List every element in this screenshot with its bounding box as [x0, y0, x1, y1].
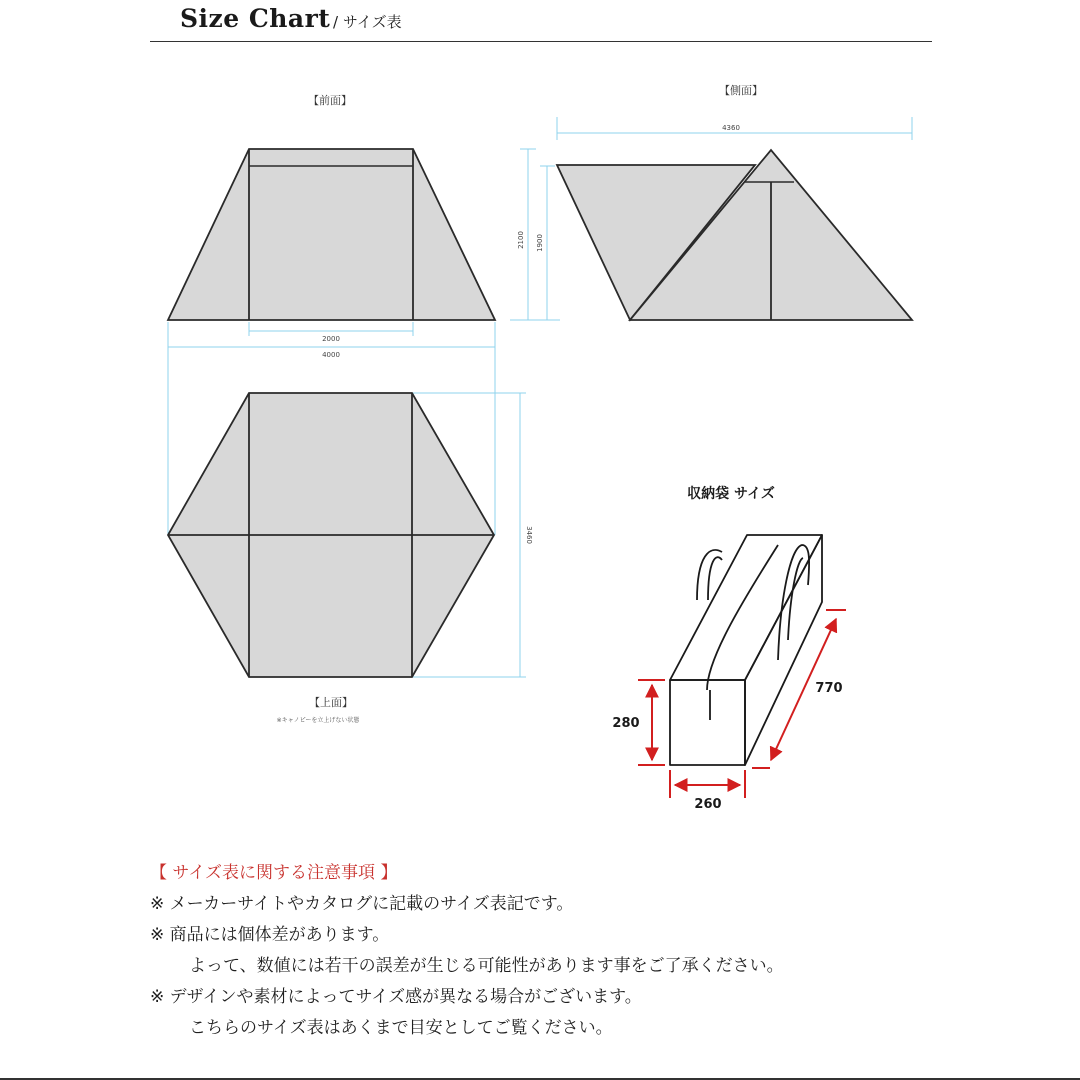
- bag-dim-length: 770: [815, 681, 843, 696]
- notes-header: 【 サイズ表に関する注意事項 】: [150, 863, 398, 883]
- note-line: こちらのサイズ表はあくまで目安としてご覧ください。: [189, 1018, 613, 1038]
- dim-front-height-inner: 1900: [536, 234, 544, 252]
- dim-front-total-width: 4000: [322, 351, 340, 359]
- note-line: ※ メーカーサイトやカタログに記載のサイズ表記です。: [150, 894, 574, 914]
- dim-top-depth: 3460: [525, 526, 533, 544]
- bag-title: 収納袋 サイズ: [687, 486, 775, 502]
- page-title: Size Chart: [180, 4, 331, 33]
- page-subtitle: / サイズ表: [333, 13, 402, 31]
- top-view-label: 【上面】: [309, 696, 353, 709]
- note-line: ※ 商品には個体差があります。: [150, 925, 390, 945]
- front-view-label: 【前面】: [308, 94, 352, 107]
- size-notes: [150, 858, 950, 1044]
- dim-side-width: 4360: [722, 124, 740, 132]
- storage-bag-illustration: [670, 535, 822, 765]
- note-line: ※ デザインや素材によってサイズ感が異なる場合がございます。: [150, 987, 642, 1007]
- bag-dim-height: 280: [612, 716, 640, 731]
- front-view: [168, 149, 495, 320]
- bag-dim-width: 260: [694, 797, 722, 812]
- dim-front-height-outer: 2100: [517, 231, 525, 249]
- side-view-label: 【側面】: [719, 84, 763, 97]
- dim-front-inner-width: 2000: [322, 335, 340, 343]
- side-view: [557, 150, 912, 320]
- top-view: [168, 393, 494, 677]
- top-view-note: ※キャノピーを立上げない状態: [276, 717, 360, 724]
- note-line: よって、数値には若干の誤差が生じる可能性があります事をご了承ください。: [189, 956, 784, 976]
